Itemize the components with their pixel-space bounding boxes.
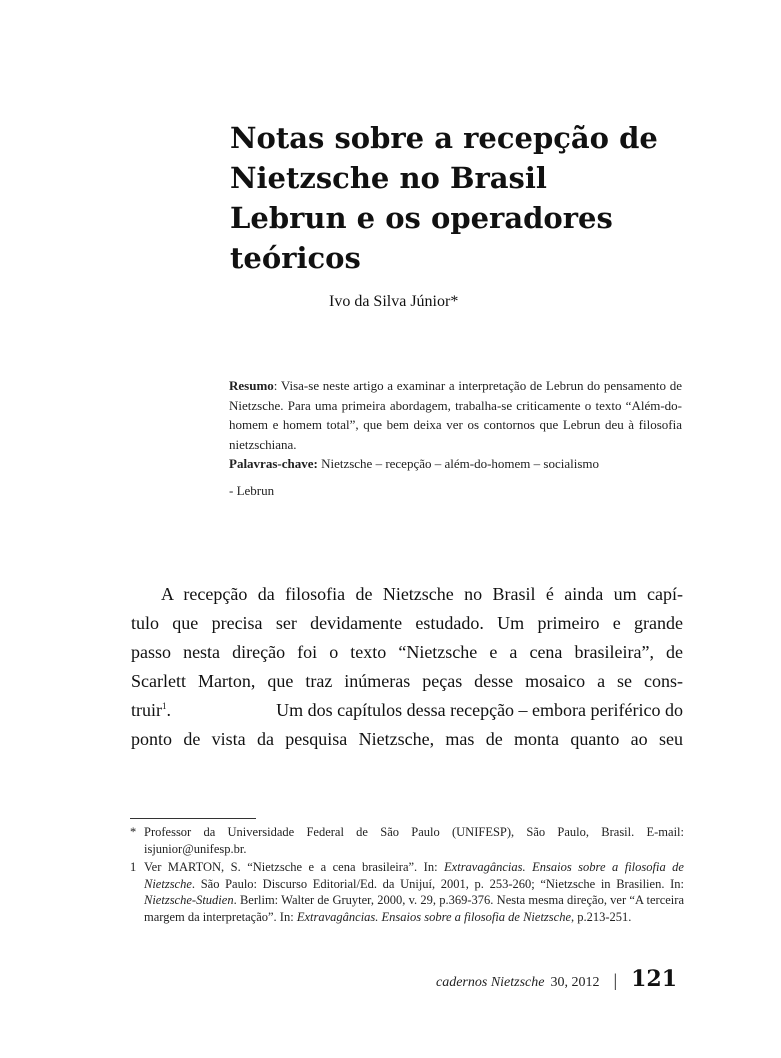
footnote-ref-1[interactable]: 1	[162, 701, 167, 711]
footnote-mark: *	[130, 825, 137, 839]
footnote-1	[130, 859, 684, 925]
title-line: Lebrun e os operadores	[230, 201, 613, 235]
footnote-text: , p.213-251.	[571, 909, 632, 924]
footnote-text: . Berlim: Walter de Gruyter, 2000, v. 29, p.369-376. Nesta mesma direção, ver “A terceira margem da interpretação”. In:	[144, 893, 684, 924]
body-line: A recepção da filosofia de Nietzsche no Brasil é ainda um capí-	[161, 584, 683, 604]
abstract-text: : Visa-se neste artigo a examinar a interpretação de Lebrun do pensamento de Nietzsche. Para uma primeira abordagem, trabalha-se criticamente o texto “Além-do-homem e homem total”, que bem deixa ver os contornos que Lebrun deu à filosofia nietzschiana.	[229, 378, 682, 452]
body-line: tulo que precisa ser devidamente estudado. Um primeiro e grande	[131, 613, 683, 633]
page-number: 121	[631, 966, 678, 992]
footnote-mark: 1	[130, 860, 137, 874]
abstract-label: Resumo	[229, 378, 274, 393]
body-line	[131, 696, 683, 725]
body-line: ponto de vista da pesquisa Nietzsche, mas de monta quanto ao seu	[131, 729, 683, 749]
running-footer	[436, 966, 677, 992]
body-line: passo nesta direção foi o texto “Nietzsche e a cena brasileira”, de	[131, 642, 683, 662]
footnote-text: Professor da Universidade Federal de São Paulo (UNIFESP), São Paulo, Brasil. E-mail: isjunior@unifesp.br.	[144, 825, 684, 856]
article-title	[230, 118, 670, 278]
footnote-text: Ver MARTON, S. “Nietzsche e a cena brasileira”. In:	[144, 860, 445, 874]
footnote-italic: Extravagâncias. Ensaios sobre a filosofia de Nietzsche	[296, 909, 571, 924]
footnote-text: . São Paulo: Discurso Editorial/Ed. da Unijuí, 2001, p. 253-260; “Nietzsche in Brasilien. In:	[191, 876, 684, 891]
title-line: Notas sobre a recepção de	[230, 121, 658, 155]
body-line-rest: Um dos capítulos dessa recepção – embora periférico do	[276, 700, 683, 720]
abstract-paragraph	[229, 376, 682, 454]
journal-issue: 30, 2012	[550, 975, 600, 990]
footnote-author	[130, 824, 684, 857]
footnotes-block	[130, 824, 684, 925]
body-paragraph	[131, 580, 683, 754]
keywords-text: Nietzsche – recepção – além-do-homem – socialismo	[317, 456, 600, 471]
keywords-label: Palavras-chave:	[229, 456, 318, 471]
abstract-block	[229, 376, 682, 500]
footnote-italic: Nietzsche-Studien	[144, 893, 234, 907]
body-line-prefix: truir	[131, 700, 162, 720]
author-name: Ivo da Silva Júnior*	[329, 293, 459, 310]
title-line: teóricos	[230, 241, 361, 275]
footnote-italic: Extravagâncias. Ensaios sobre a filosofia de Nietzsche	[144, 860, 684, 891]
body-line: Scarlett Marton, que traz inúmeras peças desse mosaico a se cons-	[131, 671, 683, 691]
journal-name: cadernos Nietzsche	[436, 975, 545, 990]
body-line-period: .	[166, 700, 171, 720]
keywords-line	[229, 454, 682, 474]
keywords-tail: - Lebrun	[229, 482, 275, 498]
title-line: Nietzsche no Brasil	[230, 161, 547, 195]
footer-separator: |	[613, 970, 618, 990]
footnote-divider	[130, 818, 256, 819]
body-line-start	[131, 696, 171, 725]
